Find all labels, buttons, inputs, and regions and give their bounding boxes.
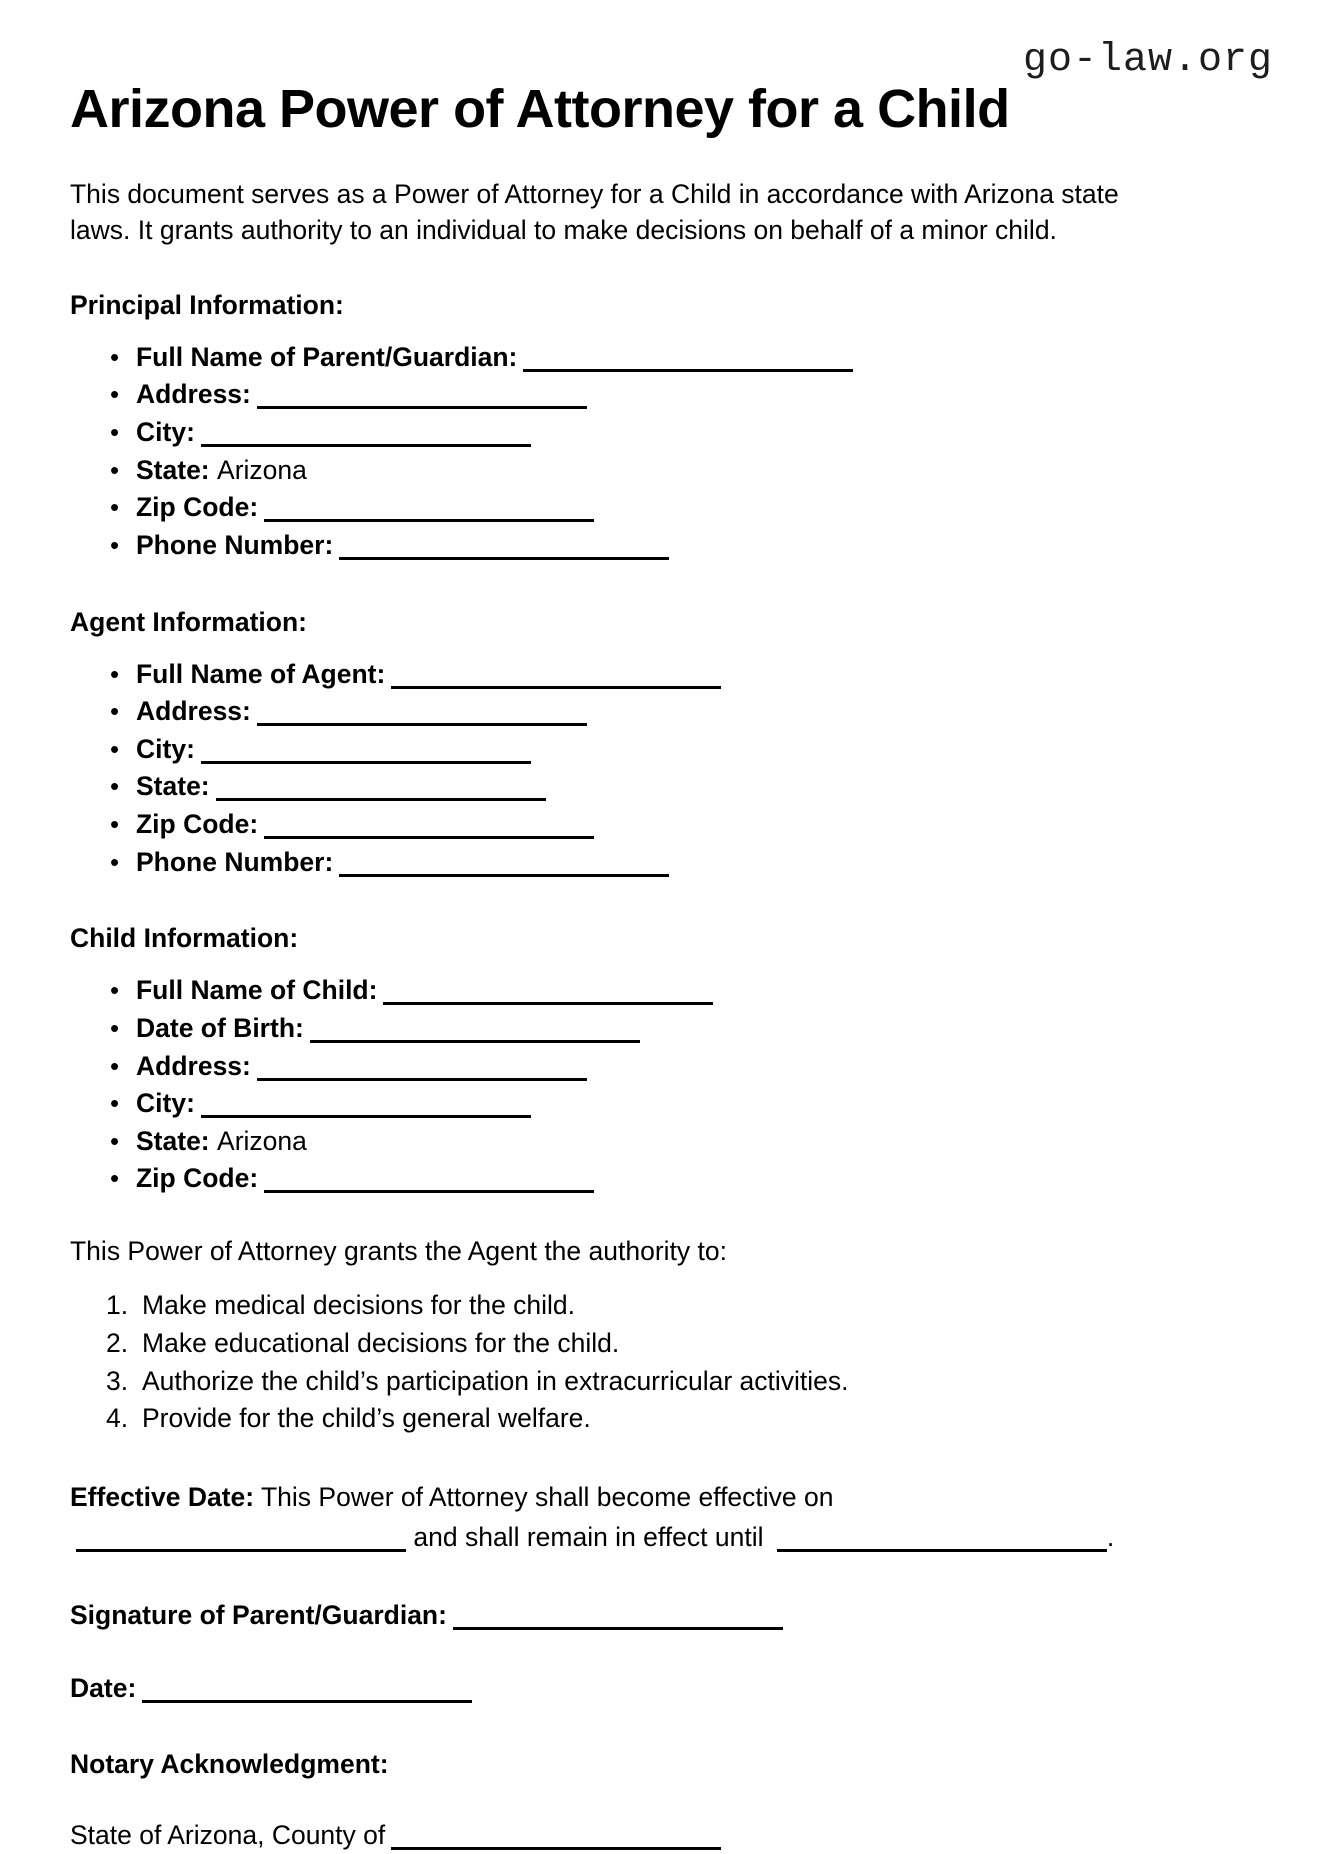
field-label: Address:	[136, 1050, 251, 1081]
field-label: State:	[136, 1125, 210, 1156]
list-item	[136, 806, 1271, 844]
effective-date-paragraph	[70, 1478, 1140, 1558]
field-label: Address:	[136, 696, 251, 727]
signature-label: Signature of Parent/Guardian:	[70, 1600, 447, 1631]
fill-blank[interactable]	[201, 424, 531, 447]
field-label: Full Name of Child:	[136, 975, 378, 1006]
list-item	[136, 414, 1271, 452]
field-label: City:	[136, 733, 195, 764]
fill-blank[interactable]	[264, 1170, 594, 1193]
field-label: Phone Number:	[136, 529, 334, 560]
field-value: Arizona	[217, 1125, 307, 1156]
effective-date-text-after: .	[1106, 1521, 1115, 1552]
fill-blank[interactable]	[257, 386, 587, 409]
agent-field-list	[70, 656, 1271, 882]
field-label: City:	[136, 417, 195, 448]
fill-blank-signature[interactable]	[453, 1607, 783, 1630]
fill-blank[interactable]	[257, 703, 587, 726]
date-line	[70, 1670, 1271, 1707]
list-item	[136, 1085, 1271, 1123]
list-item	[136, 768, 1271, 806]
child-section-heading: Child Information:	[70, 923, 299, 954]
fill-blank[interactable]	[310, 1020, 640, 1043]
fill-blank[interactable]	[523, 349, 853, 372]
list-item: Authorize the child’s participation in extracurricular activities.	[142, 1365, 849, 1396]
field-label: Address:	[136, 379, 251, 410]
fill-blank[interactable]	[216, 778, 546, 801]
notary-county-text: State of Arizona, County of	[70, 1819, 386, 1850]
list-item	[136, 452, 1271, 490]
fill-blank[interactable]	[201, 741, 531, 764]
notary-county-line	[70, 1817, 1271, 1854]
list-item	[136, 527, 1271, 565]
fill-blank[interactable]	[257, 1058, 587, 1081]
field-label: City:	[136, 1088, 195, 1119]
list-item	[136, 339, 1271, 377]
list-item	[136, 656, 1271, 694]
notary-heading: Notary Acknowledgment:	[70, 1748, 389, 1779]
fill-blank[interactable]	[339, 854, 669, 877]
intro-paragraph: This document serves as a Power of Attorney for a Child in accordance with Arizona state laws. It grants authority to an individual to make decisions on behalf of a minor child.	[70, 179, 1119, 245]
list-item	[136, 1048, 1271, 1086]
field-label: State:	[136, 454, 210, 485]
agent-section-heading: Agent Information:	[70, 606, 307, 637]
field-label: Zip Code:	[136, 492, 259, 523]
fill-blank[interactable]	[201, 1095, 531, 1118]
principal-section-heading: Principal Information:	[70, 289, 344, 320]
page-title: Arizona Power of Attorney for a Child	[70, 79, 1010, 139]
fill-blank[interactable]	[339, 537, 669, 560]
site-watermark: go-law.org	[1022, 38, 1273, 83]
fill-blank[interactable]	[264, 816, 594, 839]
field-label: Zip Code:	[136, 809, 259, 840]
list-item: Make medical decisions for the child.	[142, 1290, 576, 1321]
list-item	[136, 693, 1271, 731]
signature-line	[70, 1597, 1271, 1634]
field-label: Zip Code:	[136, 1163, 259, 1194]
field-label: Phone Number:	[136, 846, 334, 877]
effective-date-text-middle: and shall remain in effect until	[413, 1521, 764, 1552]
list-item: Provide for the child’s general welfare.	[142, 1403, 591, 1434]
list-item	[136, 844, 1271, 882]
fill-blank[interactable]	[264, 499, 594, 522]
list-item	[136, 1123, 1271, 1161]
authority-intro: This Power of Attorney grants the Agent the authority to:	[70, 1236, 727, 1267]
child-field-list	[70, 972, 1271, 1198]
list-item	[136, 489, 1271, 527]
fill-blank-date[interactable]	[142, 1680, 472, 1703]
date-label: Date:	[70, 1673, 137, 1704]
field-label: Date of Birth:	[136, 1012, 304, 1043]
effective-date-label: Effective Date:	[70, 1481, 255, 1512]
fill-blank-effective-start[interactable]	[76, 1529, 406, 1552]
field-value: Arizona	[217, 454, 307, 485]
effective-date-text-before: This Power of Attorney shall become effective on	[260, 1481, 834, 1512]
fill-blank[interactable]	[383, 982, 713, 1005]
field-label: Full Name of Parent/Guardian:	[136, 341, 518, 372]
list-item	[136, 972, 1271, 1010]
field-label: Full Name of Agent:	[136, 658, 386, 689]
fill-blank-county[interactable]	[391, 1827, 721, 1850]
list-item	[136, 1010, 1271, 1048]
list-item	[136, 731, 1271, 769]
principal-field-list	[70, 339, 1271, 565]
fill-blank-effective-end[interactable]	[777, 1529, 1107, 1552]
field-label: State:	[136, 771, 210, 802]
list-item	[136, 376, 1271, 414]
list-item: Make educational decisions for the child.	[142, 1327, 620, 1358]
list-item	[136, 1160, 1271, 1198]
authority-list	[70, 1287, 1271, 1438]
fill-blank[interactable]	[391, 666, 721, 689]
